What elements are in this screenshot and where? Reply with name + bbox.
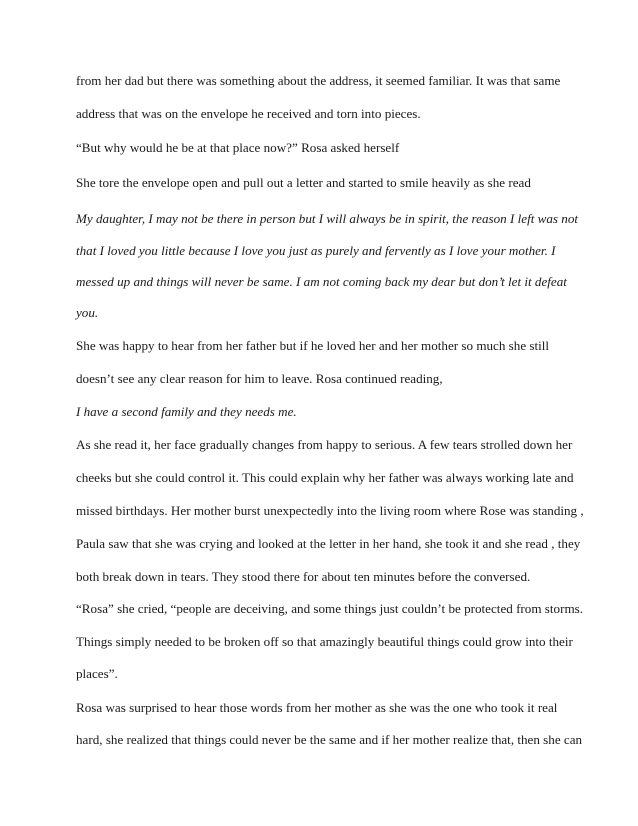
paragraph-line: missed birthdays. Her mother burst unexpectedly into the living room where Rose was standing , — [76, 503, 584, 518]
letter-line-italic: My daughter, I may not be there in person but I will always be in spirit, the reason I left was not — [76, 211, 578, 226]
paragraph-line: “But why would he be at that place now?” Rosa asked herself — [76, 140, 400, 155]
paragraph-line: hard, she realized that things could never be the same and if her mother realize that, then she can — [76, 732, 583, 747]
paragraph-line: both break down in tears. They stood there for about ten minutes before the conversed. — [76, 569, 531, 584]
paragraph-line: doesn’t see any clear reason for him to leave. Rosa continued reading, — [76, 371, 443, 386]
paragraph-line: Paula saw that she was crying and looked at the letter in her hand, she took it and she read , they — [76, 536, 581, 551]
paragraph-line: places”. — [76, 666, 118, 681]
paragraph-line: She was happy to hear from her father but if he loved her and her mother so much she still — [76, 338, 550, 353]
letter-line-italic: messed up and things will never be same. I am not coming back my dear but don’t let it defeat — [76, 274, 567, 289]
paragraph-line: from her dad but there was something about the address, it seemed familiar. It was that same — [76, 73, 561, 88]
paragraph-line: cheeks but she could control it. This could explain why her father was always working late and — [76, 470, 574, 485]
paragraph-line: She tore the envelope open and pull out a letter and started to smile heavily as she read — [76, 175, 531, 190]
letter-line-italic: you. — [76, 305, 99, 320]
letter-line-italic: I have a second family and they needs me. — [76, 404, 297, 419]
paragraph-line: address that was on the envelope he received and torn into pieces. — [76, 106, 421, 121]
paragraph-line: “Rosa” she cried, “people are deceiving, and some things just couldn’t be protected from storms. — [76, 601, 583, 616]
paragraph-line: Rosa was surprised to hear those words from her mother as she was the one who took it real — [76, 700, 558, 715]
letter-line-italic: that I loved you little because I love you just as purely and fervently as I love your mother. I — [76, 243, 556, 258]
paragraph-line: As she read it, her face gradually changes from happy to serious. A few tears strolled down her — [76, 437, 573, 452]
paragraph-line: Things simply needed to be broken off so that amazingly beautiful things could grow into their — [76, 634, 573, 649]
